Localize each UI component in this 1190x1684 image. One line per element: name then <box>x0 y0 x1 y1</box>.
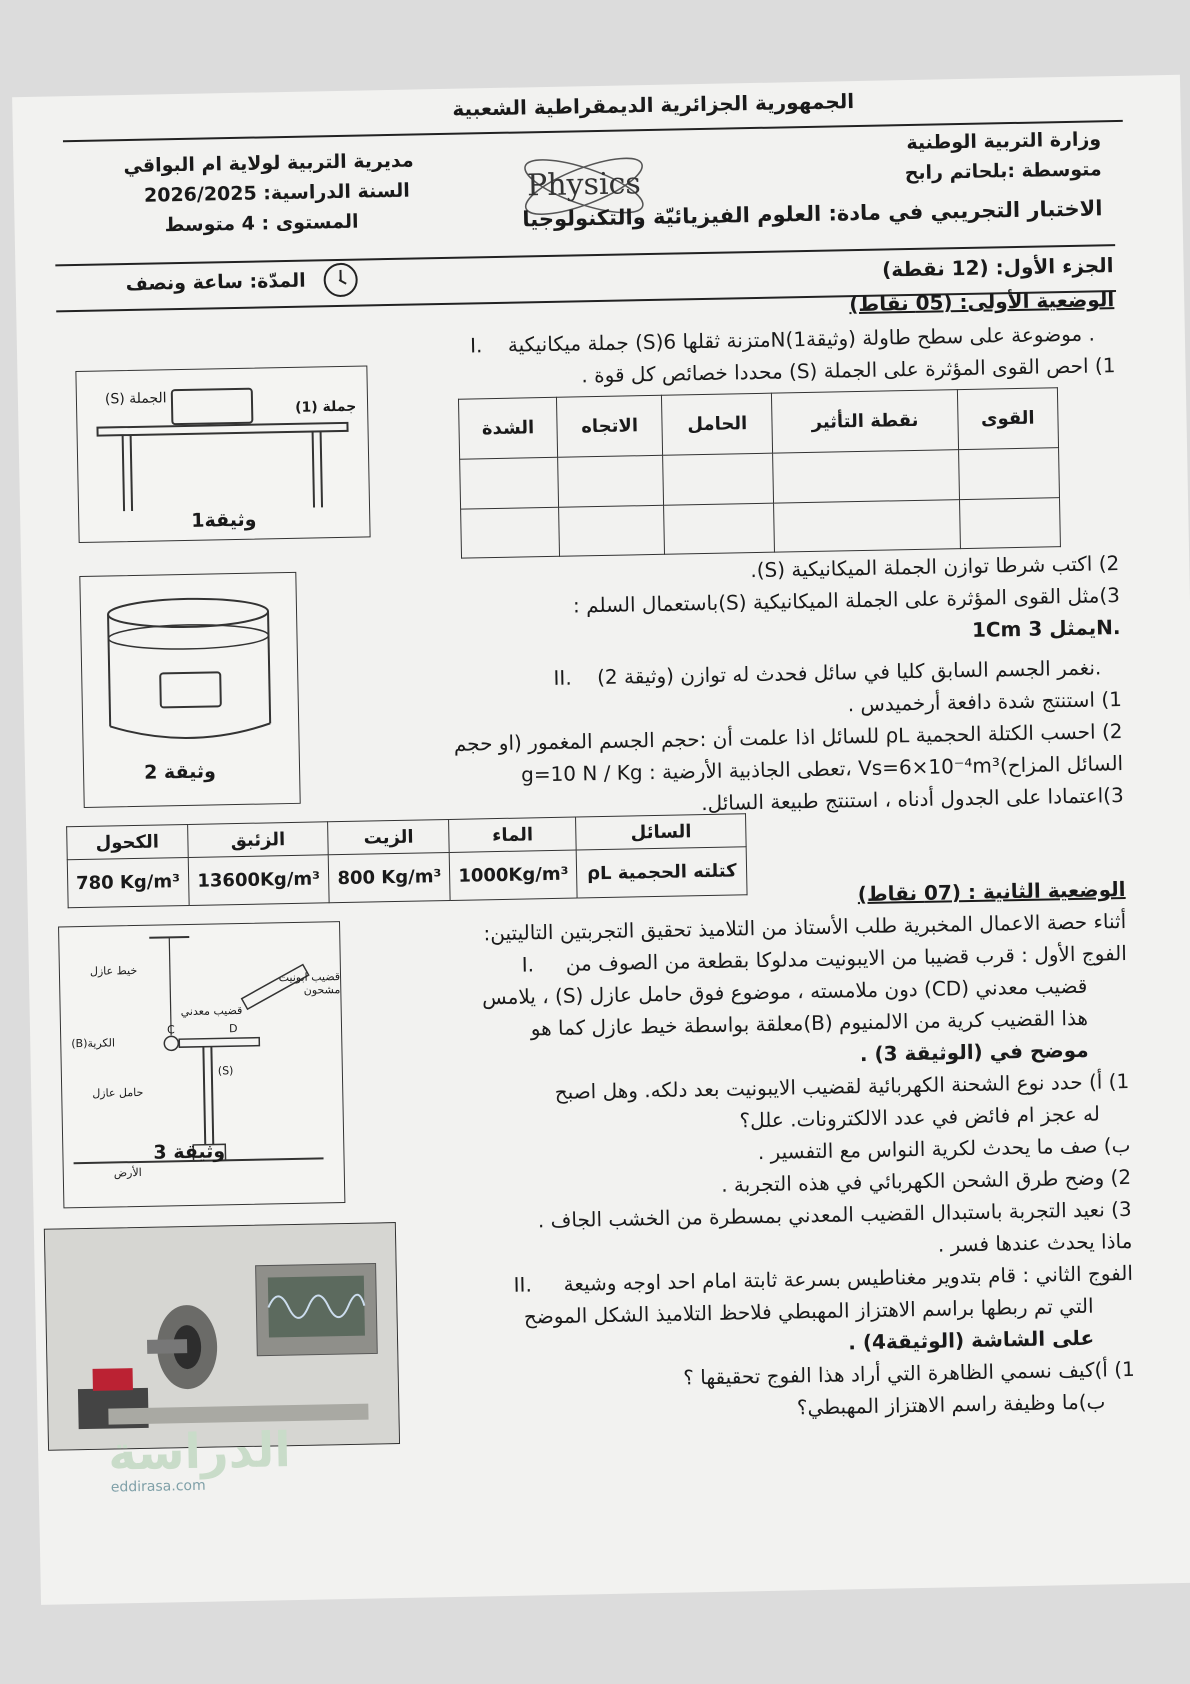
doc2-caption: وثيقة 2 <box>143 760 217 784</box>
group2-line1: II. الفوج الثاني : قام بتدوير مغناطيس بسرعة ثابتة امام احد اوجه وشيعة <box>513 1260 1134 1297</box>
doc3-label-metal-rod: قضيب معدني <box>180 1003 243 1019</box>
group1-line1: I. الفوج الأول : قرب قضيبا من الايبونيت مدلوكا بقطعة من الصوف من <box>521 940 1127 977</box>
watermark-logo: الدراسة <box>107 1422 292 1482</box>
col-forces: القوى <box>957 388 1058 450</box>
grade-level: المستوى : 4 متوسط <box>164 210 359 237</box>
liquid-density-table <box>66 813 747 908</box>
doc3-label-support: حامل عازل <box>92 1085 144 1100</box>
sec2-text: II. نغمر الجسم السابق كليا في سائل فحدث له توازن (وثيقة 2). <box>553 655 1102 690</box>
q3-scale: 1Cm يمثل 3N. <box>971 615 1121 642</box>
q2-3-nature: 3)اعتمادا على الجدول أدناه ، استنتج طبيعة السائل. <box>700 783 1124 816</box>
col-intensity: الشدة <box>458 397 557 459</box>
doc3-label-s: (S) <box>217 1064 234 1078</box>
q2-2-density: 2) احسب الكتلة الحجمية ρL للسائل اذا علمت أن :حجم الجسم المغمور (او حجم <box>453 719 1123 756</box>
document-2-figure <box>79 572 300 808</box>
exam-duration: المدّة: ساعة ونصف <box>125 269 306 296</box>
republic-title: الجمهورية الجزائرية الديمقراطية الشعبية <box>452 89 855 121</box>
hdr-oil: الزيت <box>328 819 449 854</box>
q2-2-data: السائل المزاح)Vs=6×10⁻⁴m³ ،تعطى الجاذبية الأرضية : g=10 N / Kg <box>520 751 1124 787</box>
val-mercury: 13600Kg/m³ <box>188 855 330 906</box>
watermark-site: eddirasa.com <box>110 1477 206 1496</box>
doc3-label-ebonite: قضيب ابونيت مشحون <box>278 970 341 997</box>
part2-intro: أثناء حصة الاعمال المخبرية طلب الأستاذ من التلاميذ تحقيق التجربتين التاليتين: <box>483 908 1127 946</box>
group1-line2: قضيب معدني (CD) دون ملامسته ، موضوع فوق حامل عازل (S) ، يلامس <box>481 973 1088 1010</box>
hdr-liquid: السائل <box>576 814 746 850</box>
doc1-label-system-s: الجملة (S) <box>104 390 167 408</box>
col-line: الحامل <box>662 393 773 455</box>
exam-paper <box>12 75 1190 1605</box>
q1a-justify: له عجز ام فائض في عدد الالكترونات. علل؟ <box>739 1101 1101 1133</box>
group1-line3: هذا القضيب كرية من الالمنيوم (B)معلقة بواسطة خيط عازل كما هو <box>530 1005 1089 1041</box>
school-year: السنة الدراسية: 2026/2025 <box>143 179 411 207</box>
exam-title: الاختبار التجريبي في مادة: العلوم الفيزيائيّة والتكنولوجيا <box>522 196 1103 232</box>
directorate-name: مديرية التربية لولاية ام البواقي <box>123 149 414 178</box>
doc3-label-d: D <box>228 1022 238 1036</box>
hdr-mercury: الزئبق <box>187 822 328 858</box>
doc3-caption: وثيقة 3 <box>153 1140 226 1164</box>
q3-explain: ماذا يحدث عندها فسر . <box>937 1228 1133 1257</box>
group1-line4: موضح في (الوثيقة 3) . <box>859 1037 1089 1067</box>
ministry-name: وزارة التربية الوطنية <box>906 128 1102 155</box>
document-1-figure <box>75 365 370 543</box>
val-alcohol: 780 Kg/m³ <box>67 857 189 907</box>
hdr-alcohol: الكحول <box>67 824 188 859</box>
q1-forces: 1) احص القوى المؤثرة على الجملة (S) محددا خصائص كل قوة . <box>581 353 1116 388</box>
school-name: متوسطة :بلحاتم رابح <box>904 158 1102 185</box>
svg-text:Physics: Physics <box>526 166 642 204</box>
doc3-label-ball: (B)الكرية <box>71 1036 116 1051</box>
col-direction: الاتجاه <box>557 395 663 457</box>
situation2-title: الوضعية الثانية : (07 نقاط) <box>857 876 1126 907</box>
q4b-oscilloscope: ب)ما وظيفة راسم الاهتزاز المهبطي؟ <box>796 1389 1106 1420</box>
row-label-density: كتلته الحجمية ρL <box>577 847 747 898</box>
q2-1-archimedes: 1) استنتج شدة دافعة أرخميدس . <box>847 687 1123 717</box>
q1a-charge: 1) أ) حدد نوع الشحنة الكهربائية لقضيب الايبونيت بعد دلكه. وهل اصبح <box>554 1068 1130 1104</box>
hdr-water: الماء <box>449 817 577 852</box>
group2-line3: على الشاشة (الوثيقة4) . <box>848 1325 1095 1355</box>
group2-line2: التي تم ربطها براسم الاهتزاز المهبطي فلاحظ التلاميذ الشكل الموضح <box>523 1293 1094 1329</box>
doc1-label-system-1: جملة (1) <box>294 398 357 416</box>
q1b-pendulum: ب) صف ما يحدث لكرية النواس مع التفسير . <box>757 1132 1131 1165</box>
doc1-caption: وثيقة1 <box>191 508 257 532</box>
q4a-phenomenon: 1) أ)كيف نسمي الظاهرة التي أراد هذا الفوج تحقيقها ؟ <box>683 1356 1135 1390</box>
col-point: نقطة التأثير <box>772 390 958 454</box>
document-4-photo <box>44 1222 400 1451</box>
document-3-figure <box>58 921 345 1208</box>
q2-charging-methods: 2) وضح طرق الشحن الكهربائي في هذه التجربة . <box>720 1164 1132 1197</box>
doc3-label-thread: خيط عازل <box>89 963 138 978</box>
val-water: 1000Kg/m³ <box>449 850 577 900</box>
q3-wood-ruler: 3) نعيد التجربة باستبدال القضيب المعدني بمسطرة من الخشب الجاف . <box>537 1196 1132 1233</box>
q3-represent: 3)مثل القوى المؤثرة على الجملة الميكانيكية (S)باستعمال السلم : <box>572 583 1121 618</box>
q2-equilibrium: 2) اكتب شرطا توازن الجملة الميكانيكية (S). <box>750 551 1120 583</box>
clock-icon <box>323 263 358 298</box>
forces-table <box>458 387 1061 558</box>
sec1-text: I. جملة ميكانيكية (S)متزنة ثقلها 6Nموضوعة على سطح طاولة (وثيقة1) . <box>469 321 1096 358</box>
part1-title: الجزء الأول: (12 نقطة) <box>881 253 1114 282</box>
doc3-label-c: C <box>166 1023 175 1037</box>
doc3-label-ground: الأرض <box>113 1165 142 1180</box>
val-oil: 800 Kg/m³ <box>329 852 451 902</box>
situation1-title: الوضعية الأولى: (05 نقاط) <box>849 287 1115 317</box>
